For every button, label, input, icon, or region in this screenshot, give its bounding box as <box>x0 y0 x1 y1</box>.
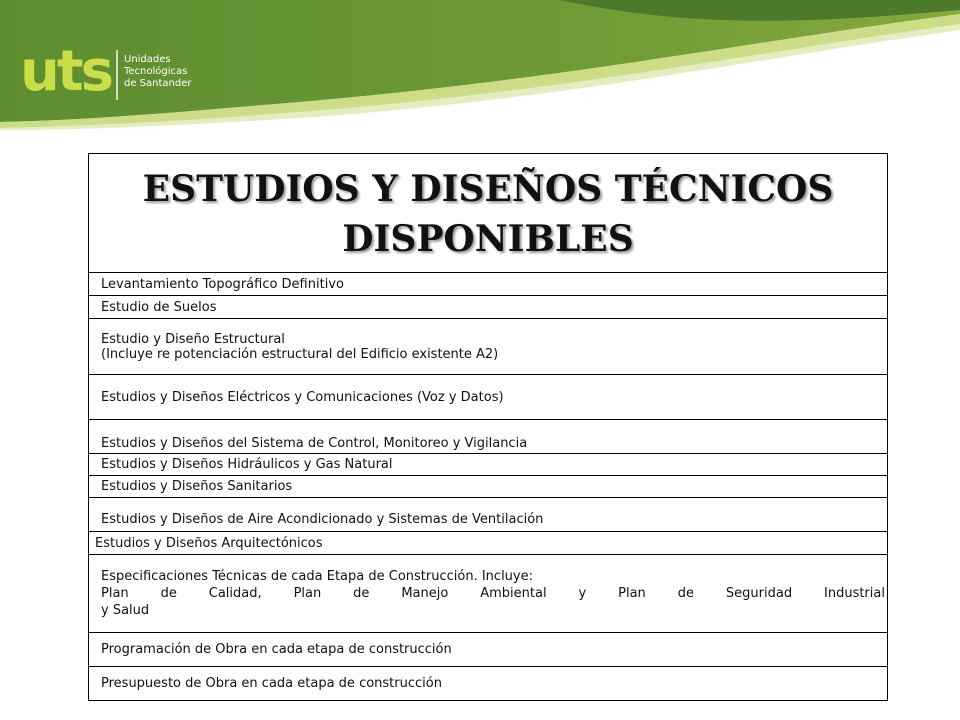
spec-word: y <box>578 586 587 601</box>
spec-word: Plan <box>101 586 129 601</box>
row-estructural <box>89 319 888 375</box>
table-row <box>89 420 888 454</box>
row-hidraulicos: Estudios y Diseños Hidráulicos y Gas Natural <box>89 454 888 476</box>
spec-word: Ambiental <box>480 586 547 601</box>
row-programacion: Programación de Obra en cada etapa de construcción <box>89 633 888 667</box>
spec-word: Seguridad <box>725 586 793 601</box>
table-row <box>89 296 888 319</box>
page-title <box>89 154 888 273</box>
row-estructural-line-2: (Incluye re potenciación estructural del Edificio existente A2) <box>101 346 499 362</box>
spec-word: de <box>677 586 694 601</box>
row-electricos: Estudios y Diseños Eléctricos y Comunicaciones (Voz y Datos) <box>89 375 888 420</box>
logo-divider <box>116 50 118 100</box>
row-estructural-line-1: Estudio y Diseño Estructural <box>101 331 285 347</box>
spec-word: de <box>160 586 177 601</box>
table-row <box>89 633 888 667</box>
spec-word: Calidad, <box>208 586 262 601</box>
logo-line-3: de Santander <box>124 78 192 89</box>
table-row <box>89 273 888 296</box>
title-line-1: ESTUDIOS Y DISEÑOS TÉCNICOS <box>142 168 834 210</box>
row-control: Estudios y Diseños del Sistema de Control, Monitoreo y Vigilancia <box>89 420 888 454</box>
uts-logo <box>20 39 220 108</box>
spec-word: Plan <box>618 586 646 601</box>
table-row <box>89 375 888 420</box>
table-row <box>89 667 888 701</box>
row-suelos: Estudio de Suelos <box>89 296 888 319</box>
row-especificaciones <box>89 555 888 633</box>
logo-line-2: Tecnológicas <box>124 66 188 77</box>
logo-line-1: Unidades <box>124 54 171 65</box>
row-presupuesto: Presupuesto de Obra en cada etapa de construcción <box>89 667 888 701</box>
row-topografico: Levantamiento Topográfico Definitivo <box>89 273 888 296</box>
row-aire: Estudios y Diseños de Aire Acondicionado y Sistemas de Ventilación <box>89 498 888 532</box>
logo-subtitle <box>124 54 192 90</box>
logo-wordmark: uts <box>20 39 111 104</box>
spec-word: Plan <box>293 586 322 601</box>
table-row <box>89 476 888 498</box>
table-row <box>89 319 888 375</box>
table-row <box>89 454 888 476</box>
spec-word: de <box>353 586 370 601</box>
title-row <box>89 154 888 273</box>
spec-word: Manejo <box>401 586 449 601</box>
spec-line-2 <box>101 585 887 602</box>
spec-word: Industrial <box>824 586 885 601</box>
spec-line-3: y Salud <box>101 603 150 618</box>
table-row <box>89 555 888 633</box>
title-line-2: DISPONIBLES <box>342 218 634 260</box>
table-row <box>89 498 888 532</box>
row-arquitectonicos: Estudios y Diseños Arquitectónicos <box>89 532 888 555</box>
table-row <box>89 532 888 555</box>
spec-line-1: Especificaciones Técnicas de cada Etapa de Construcción. Incluye: <box>101 569 533 584</box>
row-sanitarios: Estudios y Diseños Sanitarios <box>89 476 888 498</box>
studies-table <box>88 153 888 701</box>
